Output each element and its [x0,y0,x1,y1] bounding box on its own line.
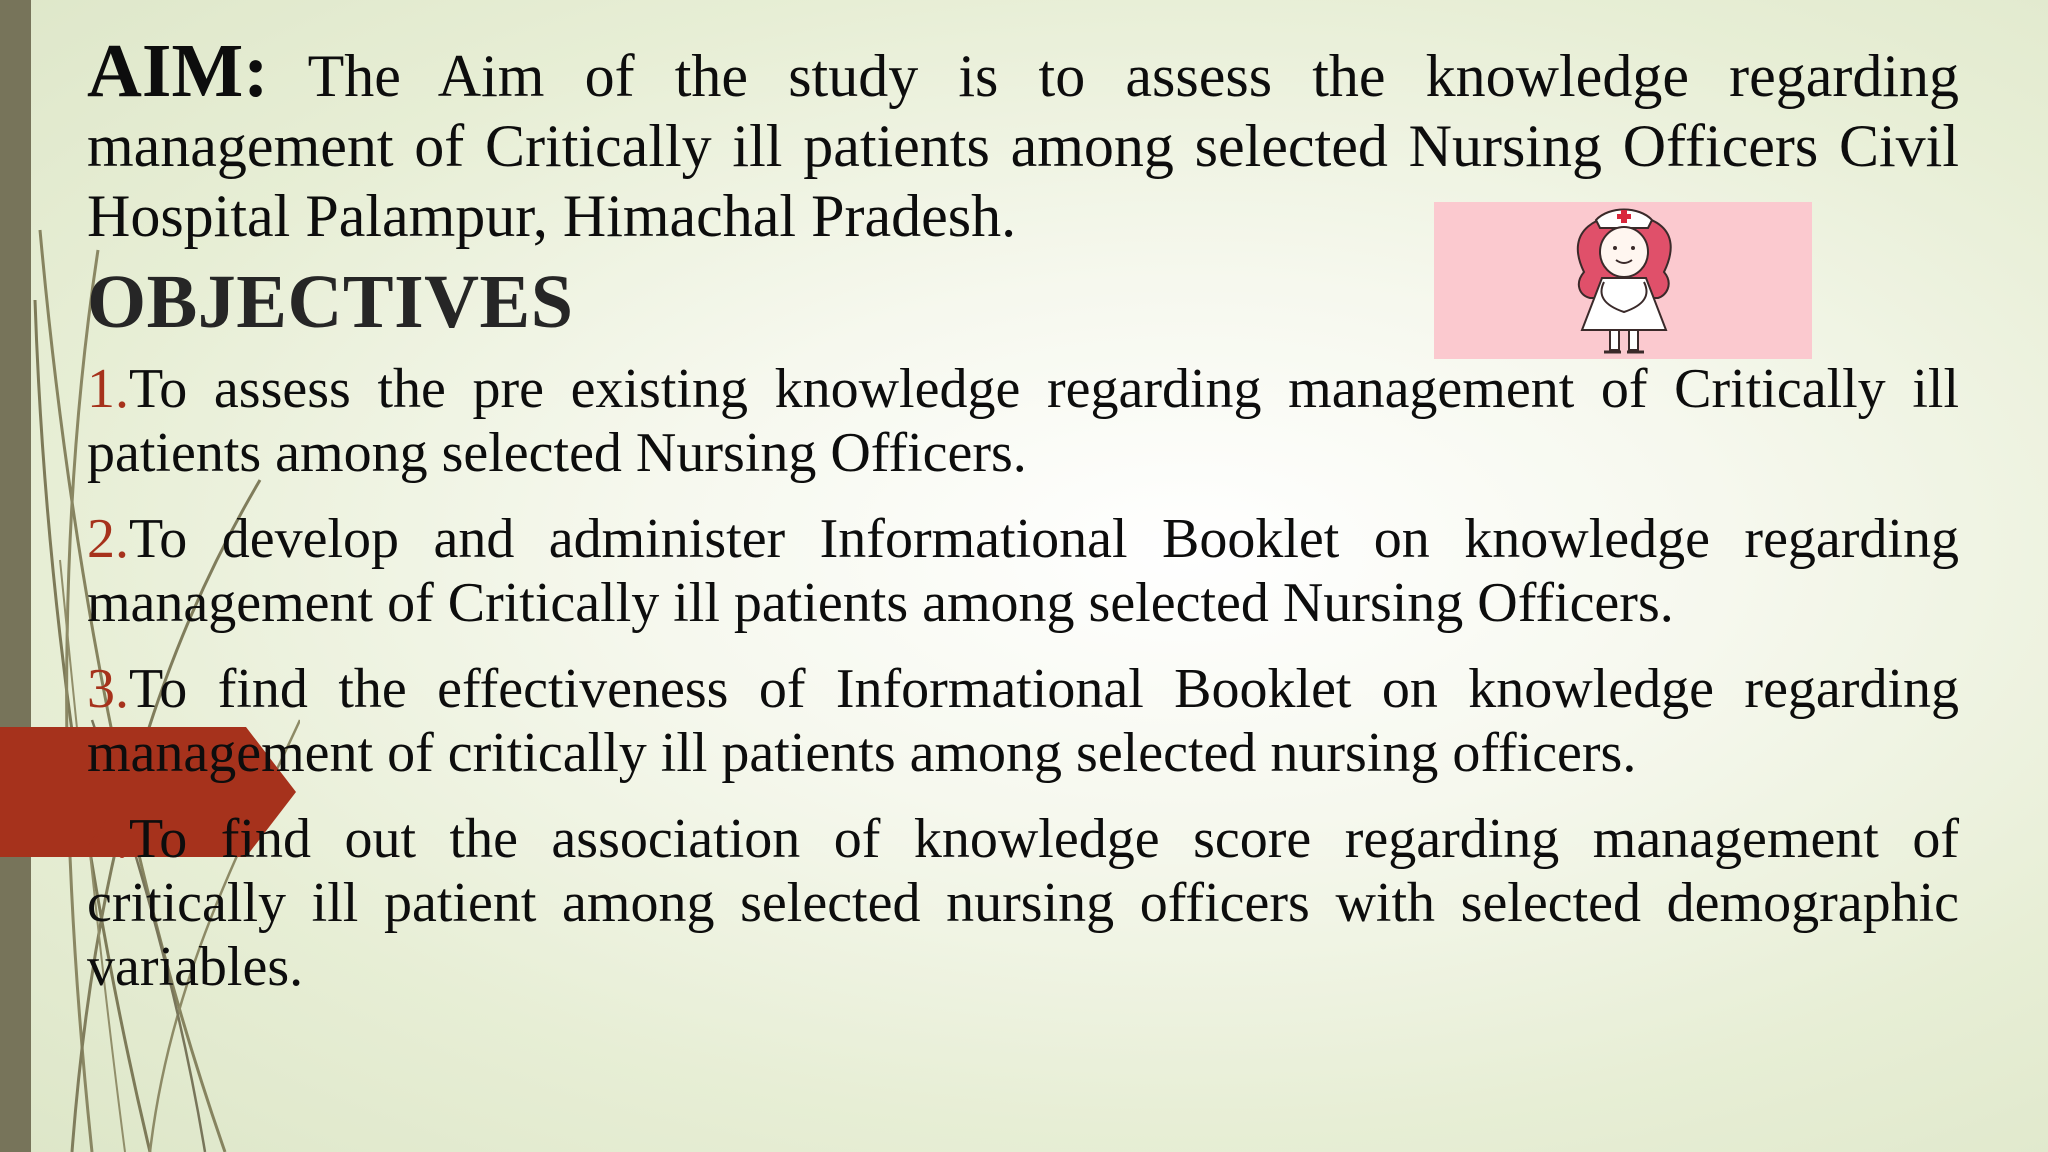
aim-paragraph [87,29,1960,251]
objective-item [87,357,1959,485]
objective-item [87,807,1959,999]
objective-number: 1. [87,358,129,420]
objectives-list [87,357,1959,999]
objective-number: 3. [87,658,129,720]
objective-text: To find out the association of knowledge score regarding management of critically ill patient among selected nursing officers with selected demographic variables. [87,808,1959,998]
objective-number: 4. [87,808,129,870]
objective-item [87,507,1959,635]
objectives-heading: OBJECTIVES [87,260,574,344]
objective-text: To find the effectiveness of Informational Booklet on knowledge regarding management of critically ill patients among selected nursing officers. [87,658,1959,784]
slide-content [87,29,1960,1021]
objective-number: 2. [87,508,129,570]
aim-label: AIM: [87,29,269,113]
objective-item [87,657,1959,785]
objective-text: To assess the pre existing knowledge regarding management of Critically ill patients among selected Nursing Officers. [87,358,1959,484]
aim-text: The Aim of the study is to assess the knowledge regarding management of Critically ill patients among selected Nursing Officers Civil Hospital Palampur, Himachal Pradesh. [87,43,1960,249]
objective-text: To develop and administer Informational Booklet on knowledge regarding management of Critically ill patients among selected Nursing Officers. [87,508,1959,634]
